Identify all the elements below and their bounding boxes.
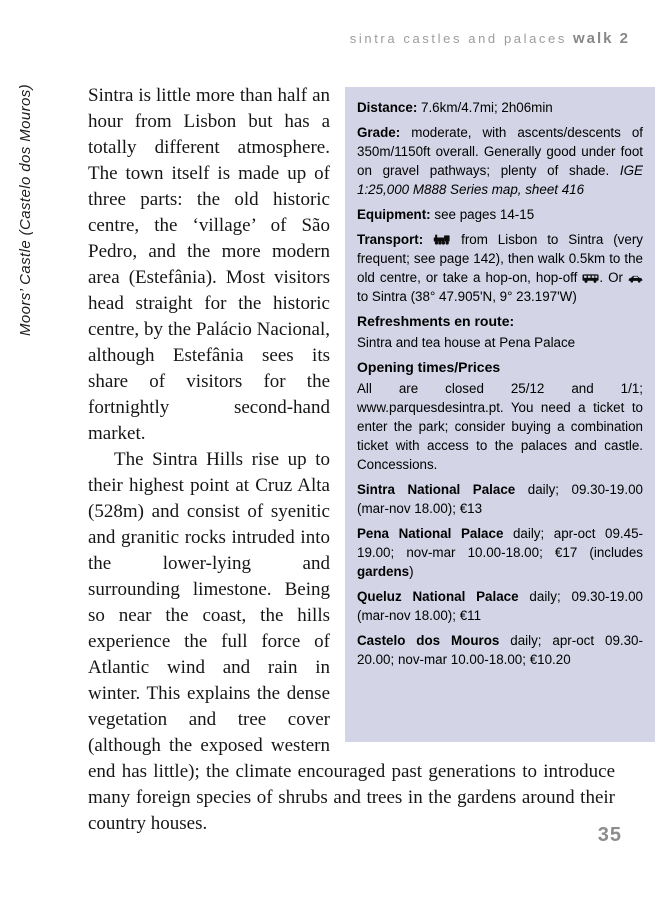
body-paragraph-2: The Sintra Hills rise up to their highest point at Cruz Alta (528m) and consist of syenitic and granitic rocks intruded into the lower-lying and surrounding limestone. Being so near the coast, the hills experience the full force of Atlantic wind and rain in winter. This explains the dense vegetation and tree cover (although the exposed western end has little); the climate encouraged past generations to introduce many foreign species of shrubs and trees in the gardens around their country houses. [88,449,615,834]
venue-row-pena [357,524,643,581]
venue-row-sintra [357,480,643,518]
venue-name: Castelo dos Mouros [357,633,500,648]
venue-details: daily; 09.30-19.00 (mar-nov 18.00); €11 [357,589,643,623]
venue-name: Queluz National Palace [357,589,519,604]
transport-text-3: to Sintra (38° 47.905'N, 9° 23.197'W) [357,289,577,304]
bus-icon [582,274,599,283]
grade-value: moderate, with ascents/descents of 350m/1150ft overall. Generally good under foot on gravel pathways; plenty of shade. [357,125,643,178]
car-icon [628,275,643,283]
infobox-distance-row [357,98,643,117]
transport-text-2: . Or [599,270,623,285]
transport-text-1: from Lisbon to Sintra (very frequent; see page 142), then walk 0.5km to the old centre, or take a hop-on, hop-off [357,232,643,285]
infobox-transport-row [357,230,643,306]
venue-details: daily; apr-oct 09.45-19.00; nov-mar 10.00-18.00; €17 (includes [357,526,643,560]
refreshments-text: Sintra and tea house at Pena Palace [357,335,576,350]
equipment-value: see pages 14-15 [434,207,535,222]
infobox-grade-row [357,123,643,199]
distance-value: 7.6km/4.7mi; 2h06min [421,100,553,115]
header-title: sintra castles and palaces [349,31,567,46]
page-number: 35 [597,824,622,846]
distance-label: Distance: [357,100,418,115]
grade-label: Grade: [357,125,401,140]
venue-row-castelo [357,631,643,669]
train-icon [433,234,451,245]
opening-times-text: All are closed 25/12 and 1/1; www.parquesdesintra.pt. You need a ticket to enter the park; consider buying a combination ticket with access to the palaces and castle. Concessions. [357,381,643,472]
main-content [88,83,643,837]
venue-details-post: ) [409,564,414,579]
equipment-label: Equipment: [357,207,431,222]
venue-name: Sintra National Palace [357,482,516,497]
header-walk-label: walk 2 [572,30,630,47]
walk-infobox [345,87,655,742]
venue-name: Pena National Palace [357,526,504,541]
opening-times-heading: Opening times/Prices [357,359,501,375]
transport-label: Transport: [357,232,424,247]
running-header [350,30,630,47]
infobox-equipment-row [357,205,643,224]
body-paragraph-1: Sintra is little more than half an hour from Lisbon but has a totally different atmosphere. The town itself is made up of three parts: the old historic centre, the ‘village’ of São Pedro, and the more modern area (Estefânia). Most visitors head straight for the historic centre, by the Palácio Nacional, although Estefânia sees its share of visitors for the fortnightly second-hand market. [88,85,330,444]
venue-details-bold: gardens [357,564,410,579]
grade-map-note: IGE 1:25,000 M888 Series map, sheet 416 [357,163,643,197]
venue-row-queluz [357,587,643,625]
venue-details: daily; apr-oct 09.30-20.00; nov-mar 10.00-18.00; €10.20 [357,633,643,667]
venue-details: daily; 09.30-19.00 (mar-nov 18.00); €13 [357,482,643,516]
margin-caption: Moors’ Castle (Castelo dos Mouros) [17,83,34,336]
refreshments-heading: Refreshments en route: [357,313,515,329]
